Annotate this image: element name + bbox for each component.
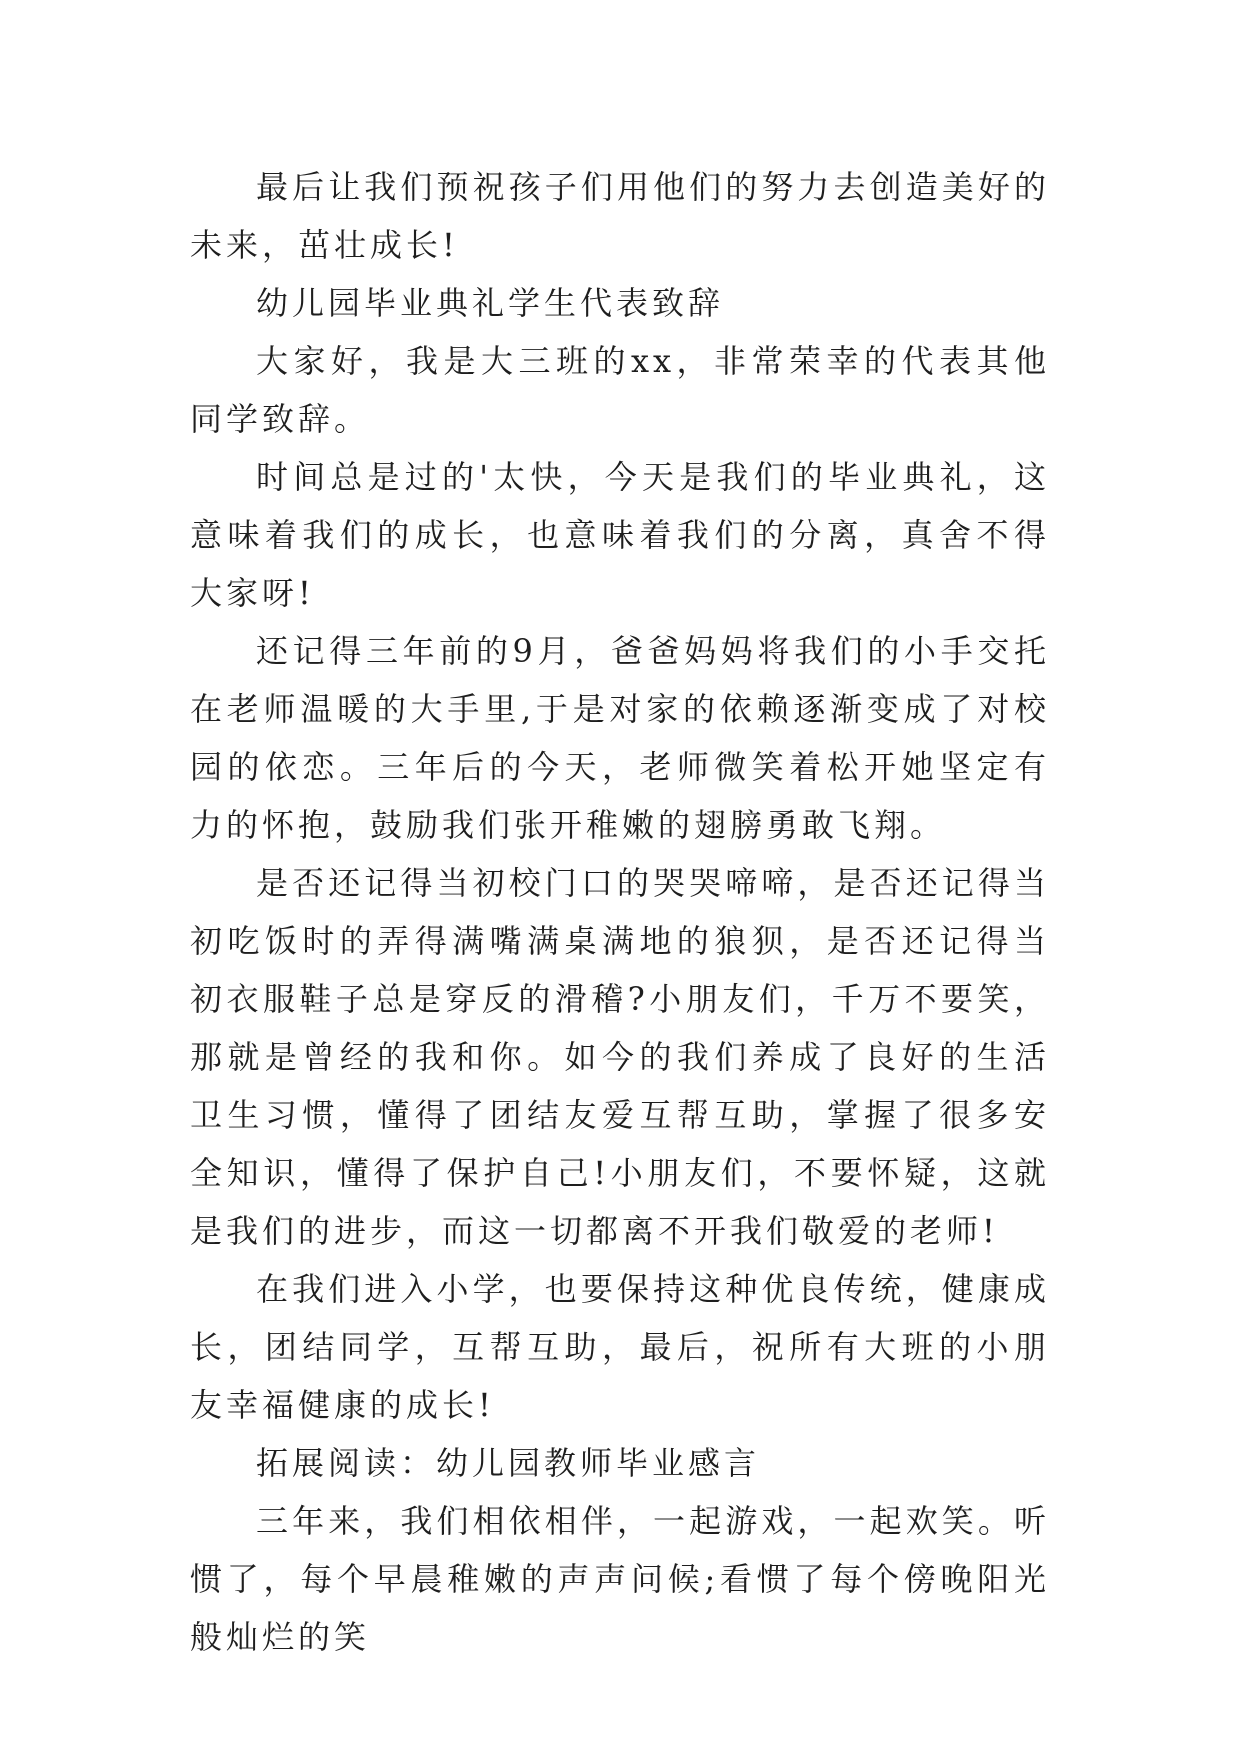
document-body <box>190 158 1050 1666</box>
teacher-paragraph: 三年来，我们相依相伴，一起游戏，一起欢笑。听惯了，每个早晨稚嫩的声声问候;看惯了每个傍晚阳光般灿烂的笑 <box>190 1502 1050 1656</box>
extended-reading-title: 拓展阅读：幼儿园教师毕业感言 <box>256 1444 761 1482</box>
wishes-paragraph: 在我们进入小学，也要保持这种优良传统，健康成长，团结同学，互帮互助，最后，祝所有大班的小朋友幸福健康的成长! <box>190 1270 1050 1424</box>
recall-paragraph: 是否还记得当初校门口的哭哭啼啼，是否还记得当初吃饭时的弄得满嘴满桌满地的狼狈，是否还记得当初衣服鞋子总是穿反的滑稽?小朋友们，千万不要笑，那就是曾经的我和你。如今的我们养成了良好的生活卫生习惯，懂得了团结友爱互帮互助，掌握了很多安全知识，懂得了保护自己!小朋友们，不要怀疑，这就是我们的进步，而这一切都离不开我们敬爱的老师! <box>190 864 1050 1250</box>
graduation-paragraph: 时间总是过的'太快，今天是我们的毕业典礼，这意味着我们的成长，也意味着我们的分离，真舍不得大家呀! <box>190 458 1050 612</box>
speech-title: 幼儿园毕业典礼学生代表致辞 <box>256 284 725 322</box>
memory-paragraph: 还记得三年前的9月，爸爸妈妈将我们的小手交托在老师温暖的大手里,于是对家的依赖逐渐变成了对校园的依恋。三年后的今天，老师微笑着松开她坚定有力的怀抱，鼓励我们张开稚嫩的翅膀勇敢飞翔。 <box>190 632 1050 844</box>
closing-paragraph: 最后让我们预祝孩子们用他们的努力去创造美好的未来，茁壮成长! <box>190 168 1050 264</box>
greeting-paragraph: 大家好，我是大三班的xx，非常荣幸的代表其他同学致辞。 <box>190 342 1050 438</box>
